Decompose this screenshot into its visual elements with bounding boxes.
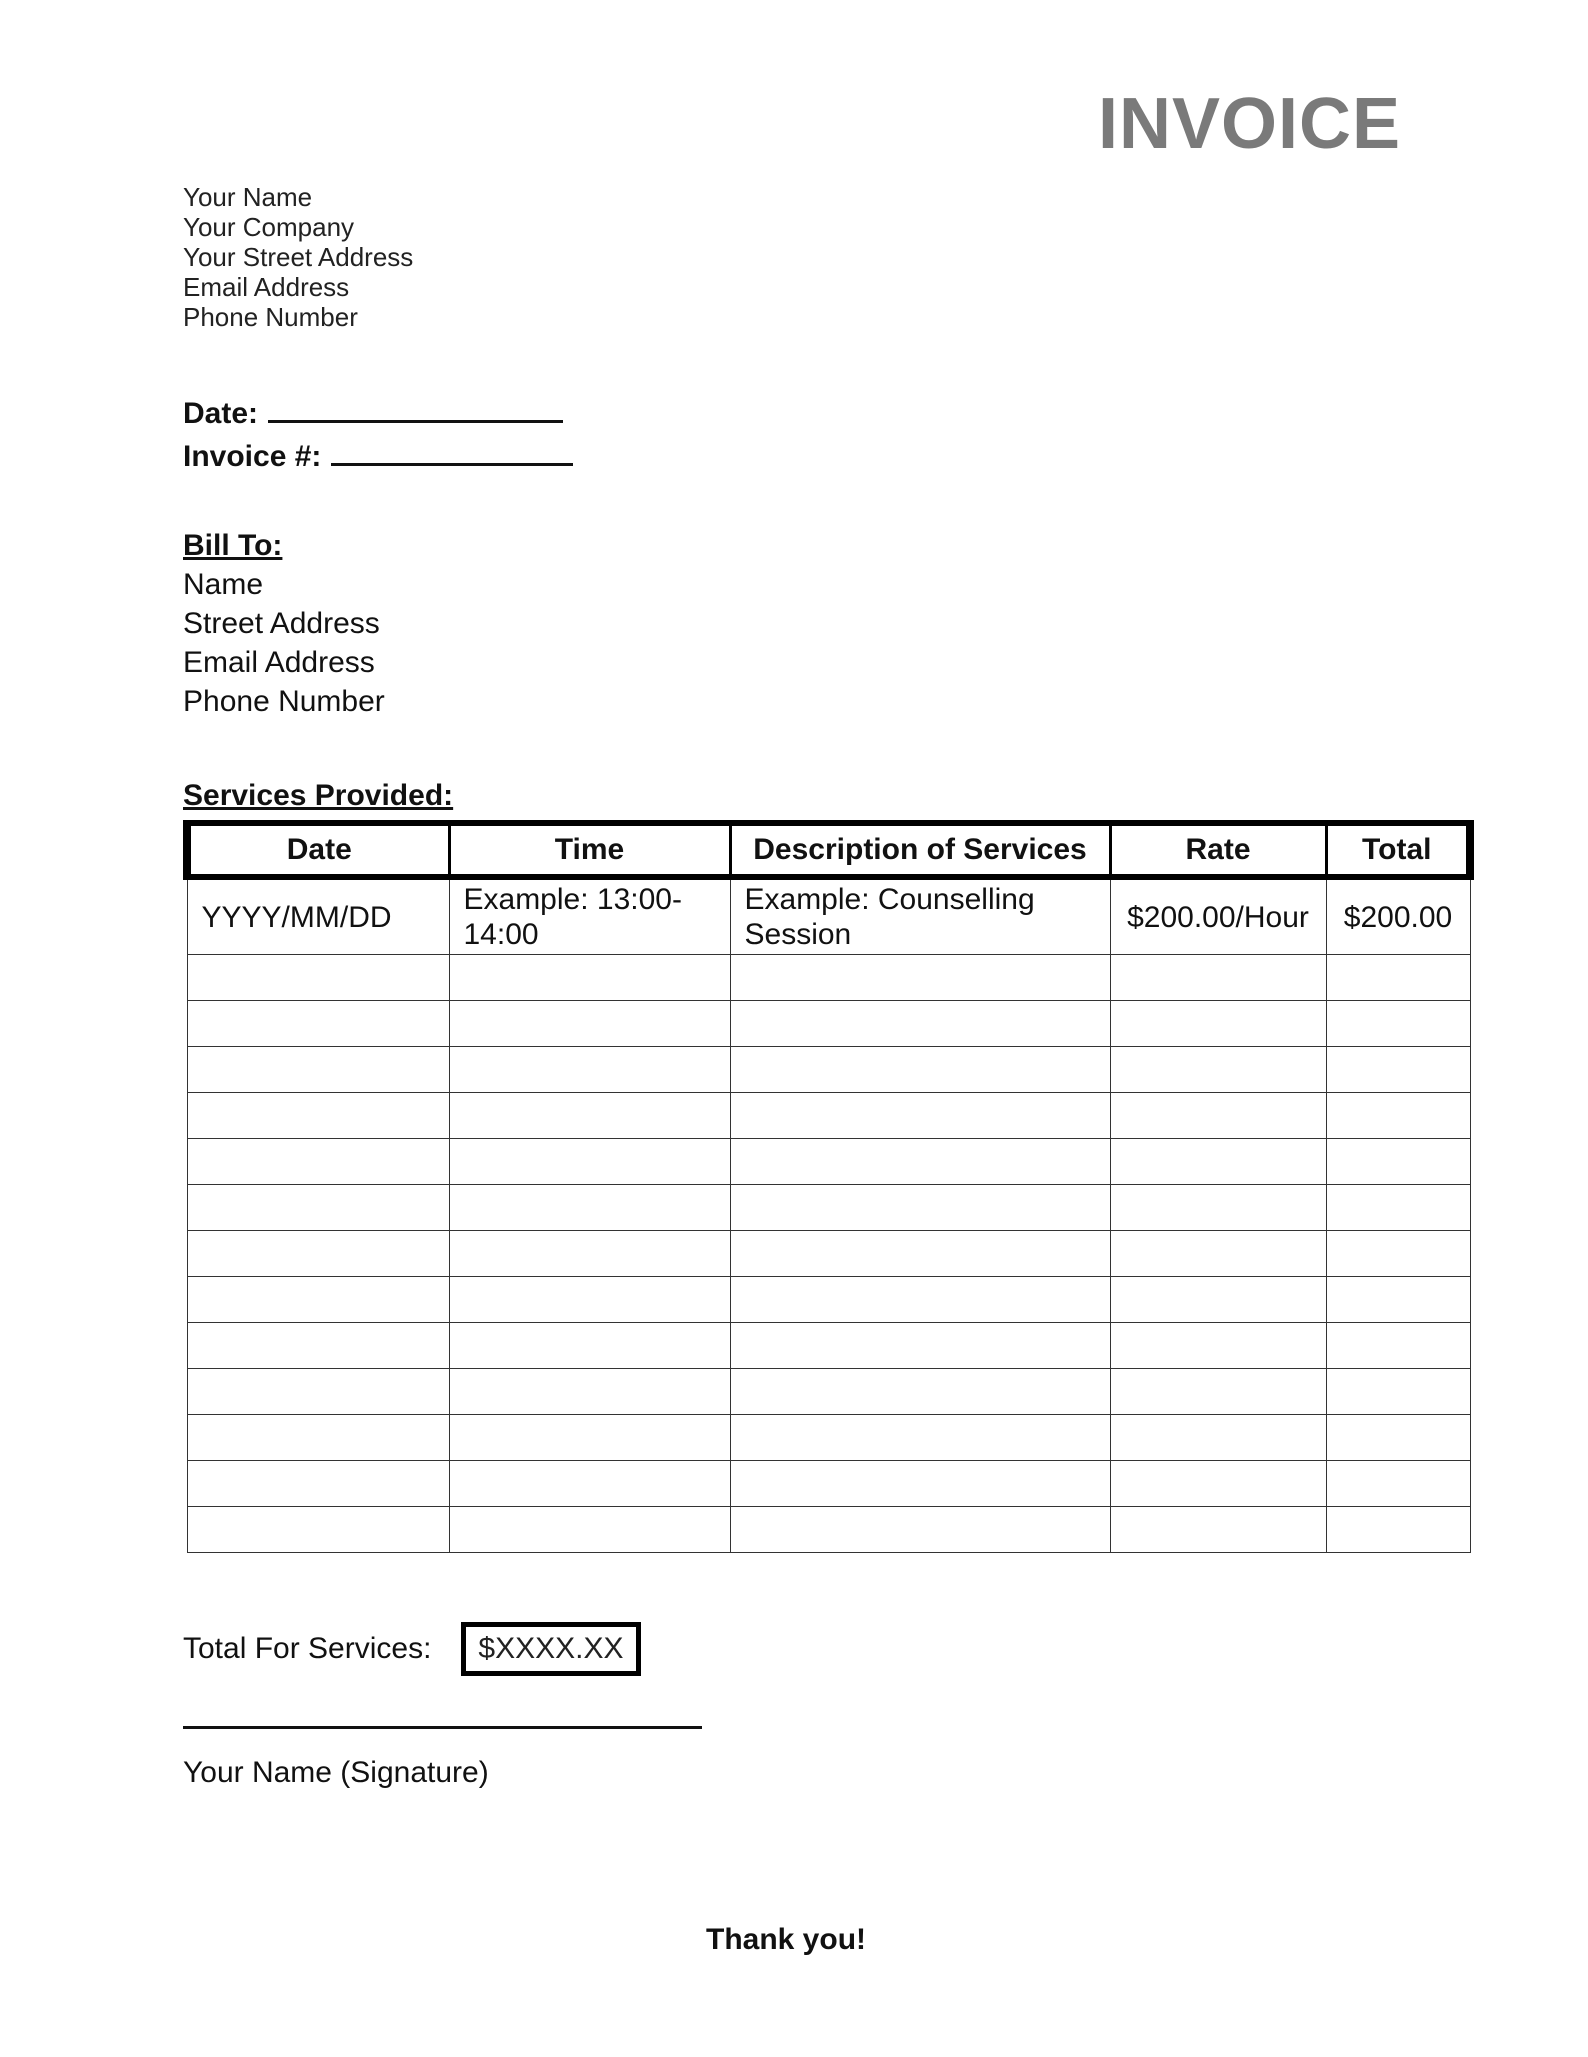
cell-rate[interactable] — [1110, 1323, 1326, 1369]
cell-time[interactable] — [449, 1001, 730, 1047]
cell-description[interactable] — [730, 1139, 1110, 1185]
cell-total[interactable] — [1326, 1001, 1470, 1047]
bill-to-heading: Bill To: — [183, 529, 283, 562]
signature-line[interactable] — [183, 1726, 702, 1729]
column-header-rate: Rate — [1110, 823, 1326, 877]
total-for-services — [183, 1622, 641, 1676]
cell-date[interactable] — [187, 1415, 449, 1461]
column-header-total: Total — [1326, 823, 1470, 877]
cell-total[interactable] — [1326, 1231, 1470, 1277]
cell-total[interactable] — [1326, 1185, 1470, 1231]
services-table — [183, 820, 1474, 1553]
cell-date[interactable] — [187, 1001, 449, 1047]
cell-time[interactable] — [449, 1461, 730, 1507]
cell-total[interactable] — [1326, 1277, 1470, 1323]
table-row — [187, 955, 1470, 1001]
bill-to-name: Name — [183, 568, 264, 601]
table-row — [187, 877, 1470, 955]
cell-time[interactable] — [449, 1047, 730, 1093]
invoice-title: INVOICE — [1098, 84, 1402, 164]
cell-time[interactable] — [449, 1093, 730, 1139]
cell-total[interactable]: $200.00 — [1326, 877, 1470, 955]
signature-label: Your Name (Signature) — [183, 1756, 489, 1789]
cell-description[interactable] — [730, 955, 1110, 1001]
table-row — [187, 1093, 1470, 1139]
cell-description[interactable] — [730, 1323, 1110, 1369]
cell-rate[interactable] — [1110, 1139, 1326, 1185]
table-row — [187, 1139, 1470, 1185]
cell-time[interactable] — [449, 1231, 730, 1277]
cell-date[interactable] — [187, 1231, 449, 1277]
cell-date[interactable] — [187, 1323, 449, 1369]
cell-time[interactable] — [449, 1369, 730, 1415]
cell-date[interactable] — [187, 1277, 449, 1323]
cell-time[interactable] — [449, 1507, 730, 1553]
invoice-number-label: Invoice #: — [183, 440, 322, 473]
table-row — [187, 1323, 1470, 1369]
table-row — [187, 1047, 1470, 1093]
cell-total[interactable] — [1326, 955, 1470, 1001]
sender-company: Your Company — [183, 212, 355, 242]
cell-date[interactable] — [187, 1093, 449, 1139]
cell-description[interactable] — [730, 1507, 1110, 1553]
invoice-meta — [183, 390, 573, 476]
sender-phone: Phone Number — [183, 302, 358, 332]
table-row — [187, 1415, 1470, 1461]
cell-total[interactable] — [1326, 1415, 1470, 1461]
cell-time[interactable] — [449, 1139, 730, 1185]
cell-date[interactable] — [187, 1507, 449, 1553]
table-row — [187, 1461, 1470, 1507]
bill-to-phone: Phone Number — [183, 685, 385, 718]
cell-date[interactable]: YYYY/MM/DD — [187, 877, 449, 955]
invoice-number-row — [183, 433, 573, 476]
sender-name: Your Name — [183, 182, 313, 212]
cell-total[interactable] — [1326, 1323, 1470, 1369]
cell-time[interactable] — [449, 1185, 730, 1231]
cell-description[interactable] — [730, 1093, 1110, 1139]
total-value-box[interactable]: $XXXX.XX — [461, 1622, 640, 1676]
cell-time[interactable] — [449, 1277, 730, 1323]
cell-rate[interactable] — [1110, 1093, 1326, 1139]
cell-description[interactable] — [730, 1461, 1110, 1507]
cell-date[interactable] — [187, 1047, 449, 1093]
bill-to-email: Email Address — [183, 646, 375, 679]
cell-rate[interactable] — [1110, 1415, 1326, 1461]
cell-rate[interactable] — [1110, 1461, 1326, 1507]
invoice-number-blank-line[interactable] — [331, 433, 573, 466]
cell-description[interactable]: Example: Counselling Session — [730, 877, 1110, 955]
cell-time[interactable] — [449, 1415, 730, 1461]
cell-rate[interactable] — [1110, 1001, 1326, 1047]
sender-info — [183, 182, 413, 332]
cell-description[interactable] — [730, 1185, 1110, 1231]
cell-time[interactable] — [449, 1323, 730, 1369]
date-row — [183, 390, 573, 433]
cell-description[interactable] — [730, 1001, 1110, 1047]
total-label: Total For Services: — [183, 1632, 432, 1665]
table-row — [187, 1001, 1470, 1047]
bill-to-street: Street Address — [183, 607, 380, 640]
cell-rate[interactable] — [1110, 1185, 1326, 1231]
column-header-date: Date — [187, 823, 449, 877]
cell-description[interactable] — [730, 1415, 1110, 1461]
cell-rate[interactable] — [1110, 955, 1326, 1001]
cell-rate[interactable] — [1110, 1231, 1326, 1277]
column-header-time: Time — [449, 823, 730, 877]
sender-email: Email Address — [183, 272, 350, 302]
cell-total[interactable] — [1326, 1461, 1470, 1507]
cell-rate[interactable] — [1110, 1277, 1326, 1323]
cell-total[interactable] — [1326, 1093, 1470, 1139]
services-heading: Services Provided: — [183, 779, 454, 812]
table-row — [187, 1277, 1470, 1323]
cell-total[interactable] — [1326, 1369, 1470, 1415]
table-row — [187, 1369, 1470, 1415]
cell-total[interactable] — [1326, 1047, 1470, 1093]
cell-time[interactable]: Example: 13:00-14:00 — [449, 877, 730, 955]
date-blank-line[interactable] — [268, 390, 563, 423]
cell-description[interactable] — [730, 1231, 1110, 1277]
bill-to-block — [183, 526, 385, 721]
cell-date[interactable] — [187, 1139, 449, 1185]
sender-street: Your Street Address — [183, 242, 414, 272]
table-row — [187, 1185, 1470, 1231]
table-row — [187, 1507, 1470, 1553]
cell-description[interactable] — [730, 1277, 1110, 1323]
cell-description[interactable] — [730, 1369, 1110, 1415]
cell-total[interactable] — [1326, 1139, 1470, 1185]
cell-rate[interactable] — [1110, 1369, 1326, 1415]
cell-time[interactable] — [449, 955, 730, 1001]
table-header-row — [187, 823, 1470, 877]
cell-rate[interactable]: $200.00/Hour — [1110, 877, 1326, 955]
thank-you-text: Thank you! — [706, 1923, 867, 1956]
date-label: Date: — [183, 397, 259, 430]
cell-date[interactable] — [187, 955, 449, 1001]
table-row — [187, 1231, 1470, 1277]
cell-description[interactable] — [730, 1047, 1110, 1093]
cell-date[interactable] — [187, 1461, 449, 1507]
cell-total[interactable] — [1326, 1507, 1470, 1553]
cell-rate[interactable] — [1110, 1507, 1326, 1553]
column-header-description: Description of Services — [730, 823, 1110, 877]
cell-date[interactable] — [187, 1185, 449, 1231]
cell-rate[interactable] — [1110, 1047, 1326, 1093]
cell-date[interactable] — [187, 1369, 449, 1415]
